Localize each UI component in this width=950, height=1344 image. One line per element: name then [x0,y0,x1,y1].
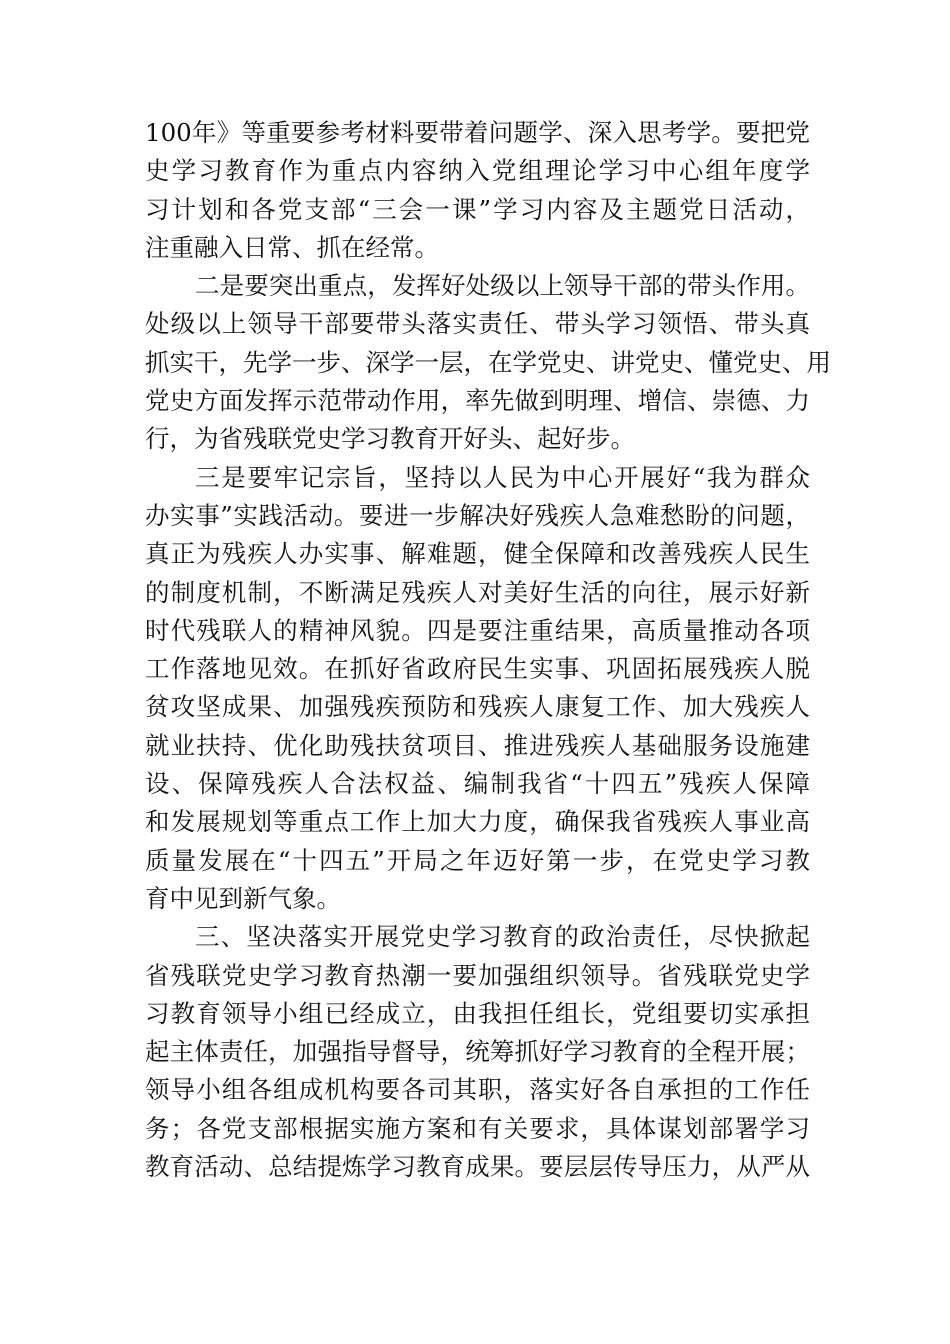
text-line: 处级以上领导干部要带头落实责任、带头学习领悟、带头真 [145,309,810,339]
text-line: 习计划和各党支部“三会一课”学习内容及主题党日活动， [145,194,810,224]
text-line: 育中见到新气象。 [145,883,341,913]
paragraph [145,267,831,458]
text-line: 教育活动、总结提炼学习教育成果。要层层传导压力，从严从 [145,1152,810,1182]
text-line: 质量发展在“十四五”开局之年迈好第一步，在党史学习教 [145,845,810,875]
text-line: 务；各党支部根据实施方案和有关要求，具体谋划部署学习 [145,1113,810,1143]
text-line: 和发展规划等重点工作上加大力度，确保我省残疾人事业高 [145,807,810,837]
text-line: 贫攻坚成果、加强残疾预防和残疾人康复工作、加大残疾人 [145,692,810,722]
text-line: 习教育领导小组已经成立，由我担任组长，党组要切实承担 [145,998,810,1028]
document-body [145,114,831,1186]
text-line: 真正为残疾人办实事、解难题，健全保障和改善残疾人民生 [145,539,810,569]
text-line: 注重融入日常、抓在经常。 [145,232,439,262]
text-line: 三、坚决落实开展党史学习教育的政治责任，尽快掀起 [195,922,810,952]
text-line: 的制度机制，不断满足残疾人对美好生活的向往，展示好新 [145,577,810,607]
text-line: 二是要突出重点，发挥好处级以上领导干部的带头作用。 [195,271,810,301]
text-line: 史学习教育作为重点内容纳入党组理论学习中心组年度学 [145,156,810,186]
text-line: 三是要牢记宗旨，坚持以人民为中心开展好“我为群众 [195,462,810,492]
paragraph [145,114,810,267]
text-line: 设、保障残疾人合法权益、编制我省“十四五”残疾人保障 [145,769,810,799]
text-line: 党史方面发挥示范带动作用，率先做到明理、增信、崇德、力 [145,386,810,416]
text-line: 工作落地见效。在抓好省政府民生实事、巩固拓展残疾人脱 [145,654,810,684]
text-line: 行，为省残联党史学习教育开好头、起好步。 [145,424,635,454]
paragraph [145,459,810,919]
text-line: 办实事”实践活动。要进一步解决好残疾人急难愁盼的问题， [145,500,810,530]
text-line: 抓实干，先学一步、深学一层，在学党史、讲党史、懂党史、用 [145,347,831,377]
text-line: 100年》等重要参考材料要带着问题学、深入思考学。要把党 [145,118,810,147]
text-line: 时代残联人的精神风貌。四是要注重结果，高质量推动各项 [145,615,810,645]
text-line: 起主体责任，加强指导督导，统筹抓好学习教育的全程开展； [145,1037,810,1067]
paragraph [145,918,810,1186]
text-line: 领导小组各组成机构要各司其职，落实好各自承担的工作任 [145,1075,810,1105]
text-line: 就业扶持、优化助残扶贫项目、推进残疾人基础服务设施建 [145,730,810,760]
text-line: 省残联党史学习教育热潮一要加强组织领导。省残联党史学 [145,960,810,990]
